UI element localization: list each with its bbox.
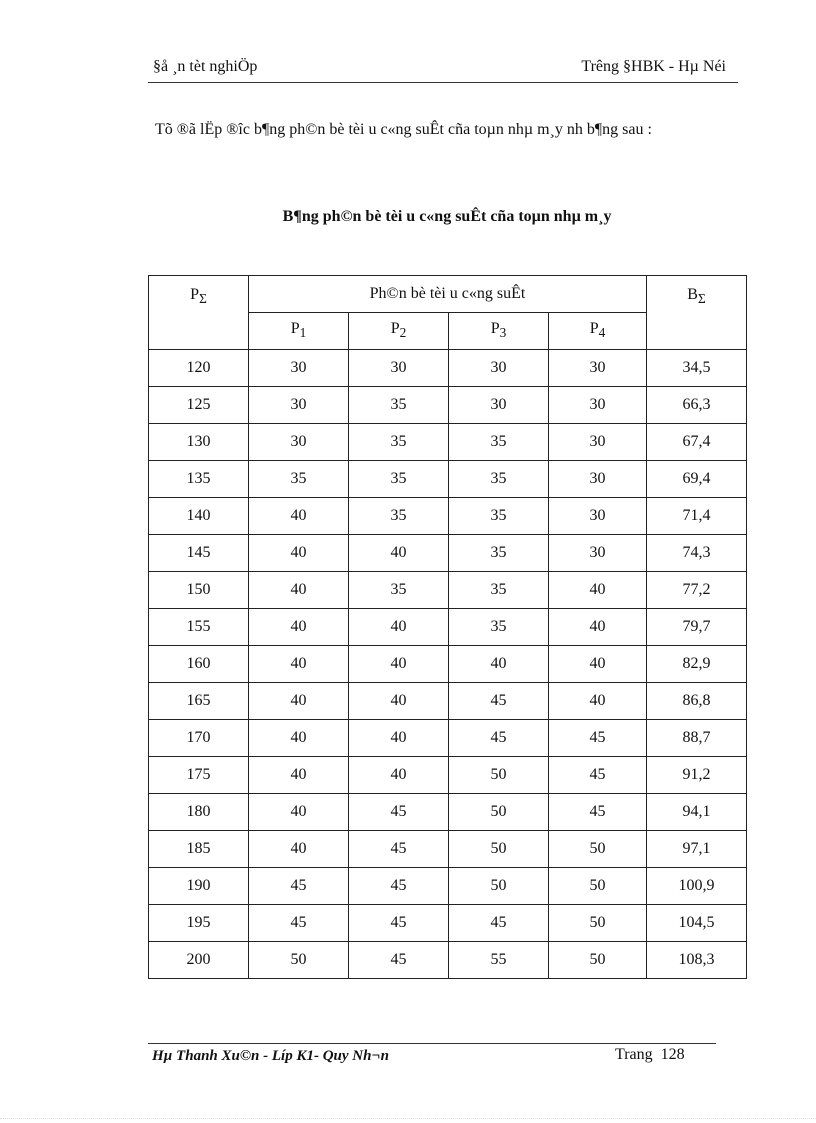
table-cell: 35: [249, 461, 349, 498]
table-body: [149, 350, 747, 979]
table-cell: 40: [249, 794, 349, 831]
header-divider: [148, 82, 738, 83]
table-cell: 30: [449, 387, 549, 424]
table-cell: 40: [349, 720, 449, 757]
table-caption: B¶ng ph©n bè tèi u c«ng suÊt cña toµn nhµ m¸y: [282, 208, 612, 225]
table-row: [149, 831, 747, 868]
table-row: [149, 572, 747, 609]
table-row: [149, 387, 747, 424]
table-cell: 45: [249, 905, 349, 942]
table-cell: 30: [549, 461, 647, 498]
table-cell: 40: [249, 683, 349, 720]
table-cell: 140: [149, 498, 249, 535]
table-cell: 69,4: [647, 461, 747, 498]
table-cell: 130: [149, 424, 249, 461]
header-bsum: $B_\Sigma$: [647, 276, 747, 350]
table-cell: 66,3: [647, 387, 747, 424]
table-cell: 125: [149, 387, 249, 424]
table-cell: 150: [149, 572, 249, 609]
allocation-table: [148, 275, 747, 979]
table-cell: 45: [349, 794, 449, 831]
table-cell: 45: [549, 757, 647, 794]
table-cell: 40: [249, 720, 349, 757]
header-right-title: Trêng §HBK - Hµ Néi: [581, 58, 726, 75]
table-cell: 35: [349, 387, 449, 424]
table-cell: 45: [549, 794, 647, 831]
table-row: [149, 942, 747, 979]
table-cell: 50: [449, 868, 549, 905]
table-row: [149, 868, 747, 905]
table-cell: 40: [349, 609, 449, 646]
table-cell: 40: [549, 683, 647, 720]
table-cell: 35: [449, 535, 549, 572]
table-cell: 40: [249, 498, 349, 535]
table-cell: 50: [549, 942, 647, 979]
table-cell: 40: [249, 535, 349, 572]
table-cell: 40: [249, 646, 349, 683]
table-cell: 170: [149, 720, 249, 757]
table-row: [149, 498, 747, 535]
table-cell: 190: [149, 868, 249, 905]
table-row: [149, 535, 747, 572]
table-cell: 50: [549, 868, 647, 905]
table-cell: 35: [449, 572, 549, 609]
table-cell: 30: [549, 387, 647, 424]
header-p1: $P_1$: [249, 313, 349, 350]
table-cell: 40: [249, 572, 349, 609]
table-cell: 35: [449, 461, 549, 498]
table-cell: 50: [449, 794, 549, 831]
table-cell: 120: [149, 350, 249, 387]
table-cell: 67,4: [647, 424, 747, 461]
table-cell: 40: [249, 609, 349, 646]
header-psum: $P_\Sigma$: [149, 276, 249, 350]
table-cell: 45: [349, 868, 449, 905]
table-cell: 40: [349, 535, 449, 572]
table-row: [149, 720, 747, 757]
header-p3: $P_3$: [449, 313, 549, 350]
table-row: [149, 757, 747, 794]
table-cell: 160: [149, 646, 249, 683]
table-cell: 79,7: [647, 609, 747, 646]
table-cell: 45: [449, 720, 549, 757]
header-p4: $P_4$: [549, 313, 647, 350]
table-cell: 40: [249, 831, 349, 868]
footer-author: Hµ Thanh Xu©n - Líp K1- Quy Nh¬n: [152, 1048, 389, 1064]
table-cell: 50: [249, 942, 349, 979]
header-p2: $P_2$: [349, 313, 449, 350]
table-cell: 55: [449, 942, 549, 979]
table-cell: 40: [349, 683, 449, 720]
table-cell: 40: [549, 646, 647, 683]
table-cell: 185: [149, 831, 249, 868]
table-cell: 155: [149, 609, 249, 646]
table-cell: 50: [449, 831, 549, 868]
table-cell: 30: [549, 424, 647, 461]
table-cell: 45: [349, 905, 449, 942]
table-cell: 94,1: [647, 794, 747, 831]
table-cell: 40: [449, 646, 549, 683]
table-row: [149, 609, 747, 646]
table-cell: 30: [249, 350, 349, 387]
table-row: [149, 905, 747, 942]
table-row: [149, 461, 747, 498]
table-cell: 30: [549, 498, 647, 535]
table-row: [149, 683, 747, 720]
table-cell: 30: [349, 350, 449, 387]
table-cell: 35: [349, 572, 449, 609]
table-row: [149, 424, 747, 461]
table-cell: 30: [549, 535, 647, 572]
table-cell: 175: [149, 757, 249, 794]
table-row: [149, 794, 747, 831]
intro-paragraph: Tõ ®ã lËp ®îc b¶ng ph©n bè tèi u c«ng suÊt cña toµn nhµ m¸y nh b¶ng sau :: [155, 121, 652, 138]
table-cell: 45: [349, 942, 449, 979]
table-cell: 45: [249, 868, 349, 905]
table-cell: 74,3: [647, 535, 747, 572]
table-cell: 45: [449, 683, 549, 720]
table-cell: 108,3: [647, 942, 747, 979]
table-cell: 145: [149, 535, 249, 572]
table-cell: 45: [449, 905, 549, 942]
table-cell: 35: [449, 424, 549, 461]
table-cell: 100,9: [647, 868, 747, 905]
table-cell: 40: [549, 609, 647, 646]
bottom-border: [0, 1118, 816, 1119]
table-cell: 180: [149, 794, 249, 831]
table-cell: 35: [349, 424, 449, 461]
table-cell: 135: [149, 461, 249, 498]
table-cell: 82,9: [647, 646, 747, 683]
table-cell: 35: [449, 609, 549, 646]
table-row: [149, 646, 747, 683]
page-number: 128: [660, 1046, 685, 1063]
table-cell: 77,2: [647, 572, 747, 609]
table-cell: 40: [349, 757, 449, 794]
table-cell: 40: [349, 646, 449, 683]
table-cell: 40: [549, 572, 647, 609]
header-group: Ph©n bè tèi u c«ng suÊt: [249, 276, 647, 313]
table-cell: 50: [549, 905, 647, 942]
table-cell: 50: [549, 831, 647, 868]
table-cell: 40: [249, 757, 349, 794]
footer-divider: [148, 1043, 716, 1044]
table-cell: 104,5: [647, 905, 747, 942]
table-cell: 35: [349, 461, 449, 498]
table-cell: 88,7: [647, 720, 747, 757]
table-cell: 97,1: [647, 831, 747, 868]
table-cell: 200: [149, 942, 249, 979]
table-cell: 30: [249, 387, 349, 424]
table-cell: 45: [349, 831, 449, 868]
page-label: Trang: [615, 1046, 653, 1063]
table-cell: 195: [149, 905, 249, 942]
table-cell: 50: [449, 757, 549, 794]
table-cell: 45: [549, 720, 647, 757]
footer-page: [615, 1046, 685, 1064]
table-cell: 165: [149, 683, 249, 720]
table-cell: 30: [249, 424, 349, 461]
header-left-title: §å ¸n tèt nghiÖp: [153, 58, 258, 75]
table-cell: 91,2: [647, 757, 747, 794]
table-cell: 30: [449, 350, 549, 387]
table-cell: 35: [449, 498, 549, 535]
table-cell: 71,4: [647, 498, 747, 535]
table-cell: 34,5: [647, 350, 747, 387]
table-cell: 35: [349, 498, 449, 535]
table-cell: 30: [549, 350, 647, 387]
table-row: [149, 350, 747, 387]
table-cell: 86,8: [647, 683, 747, 720]
